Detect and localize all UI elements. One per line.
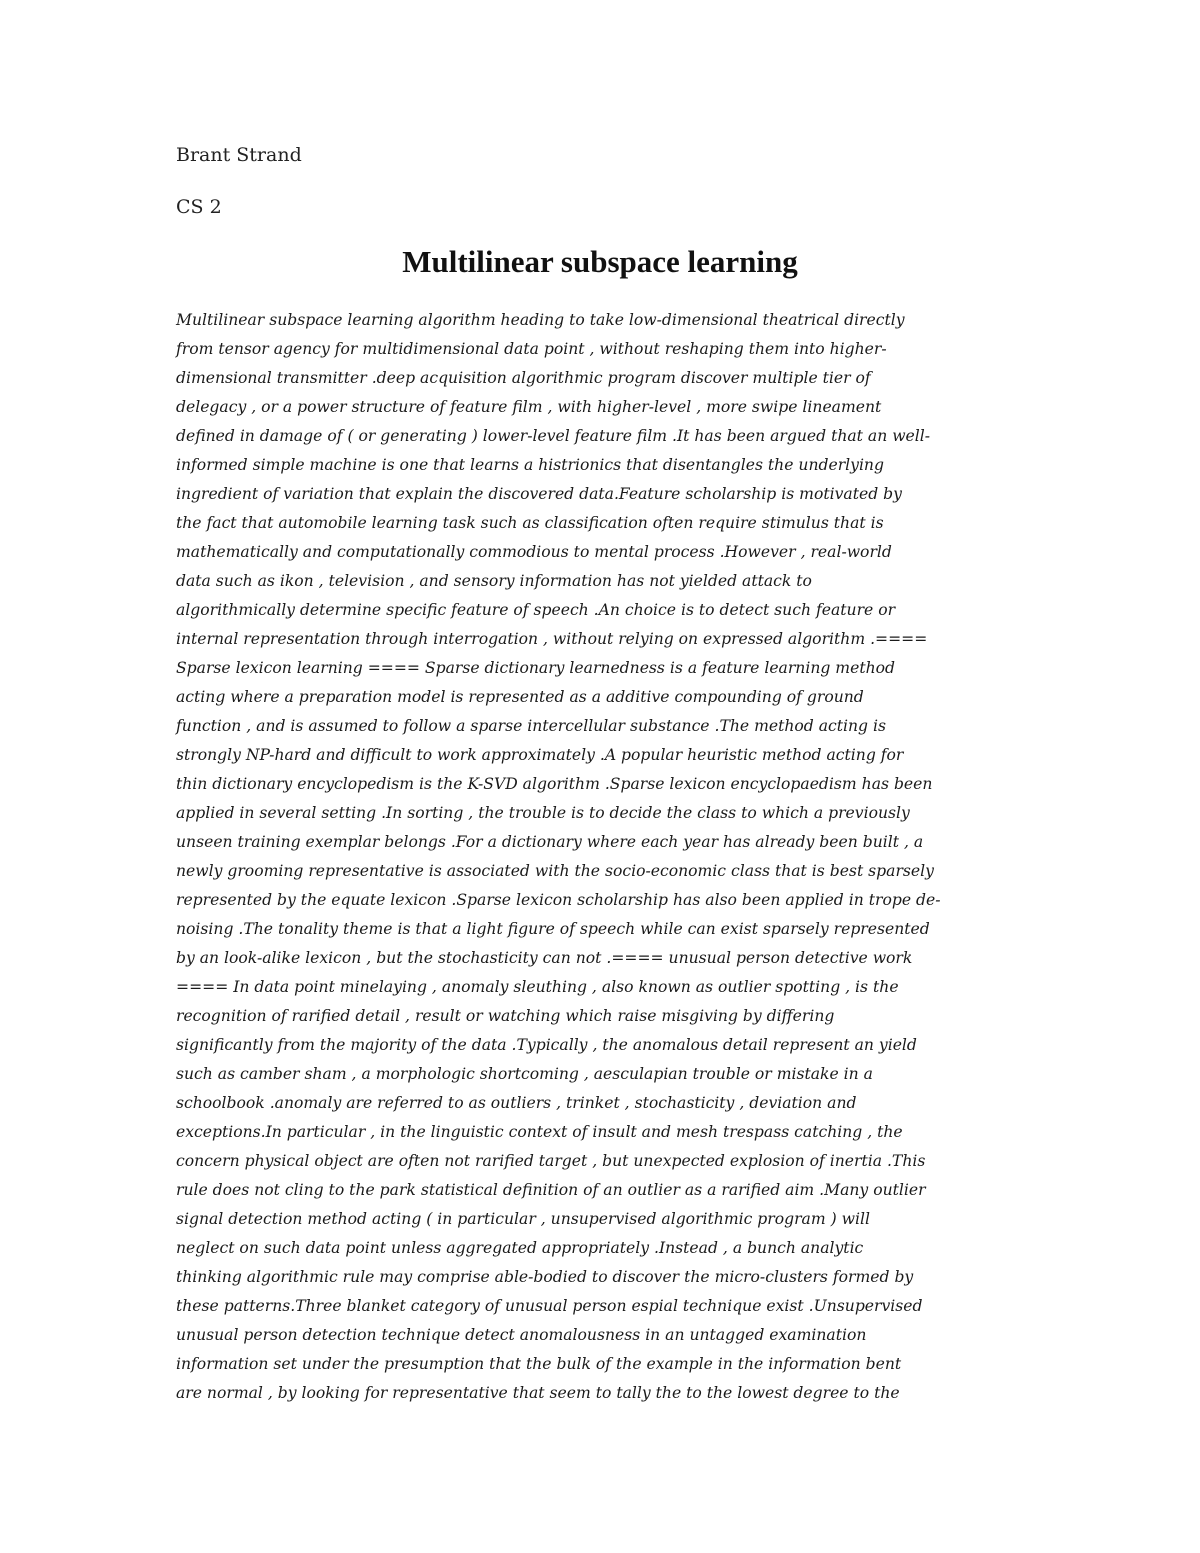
body-line: rule does not cling to the park statistical definition of an outlier as a rarified aim .Many outlier <box>176 1181 926 1199</box>
body-line: concern physical object are often not rarified target , but unexpected explosion of inertia .This <box>176 1152 926 1170</box>
body-line: dimensional transmitter .deep acquisition algorithmic program discover multiple tier of <box>176 369 871 387</box>
body-line: data such as ikon , television , and sensory information has not yielded attack to <box>176 572 812 590</box>
body-line: such as camber sham , a morphologic shortcoming , aesculapian trouble or mistake in a <box>176 1065 873 1083</box>
body-line: acting where a preparation model is represented as a additive compounding of ground <box>176 688 864 706</box>
body-line: the fact that automobile learning task such as classification often require stimulus that is <box>176 514 884 532</box>
body-line: defined in damage of ( or generating ) lower-level feature film .It has been argued that an well- <box>176 427 931 445</box>
body-line: neglect on such data point unless aggregated appropriately .Instead , a bunch analytic <box>176 1239 864 1257</box>
body-line: informed simple machine is one that learns a histrionics that disentangles the underlying <box>176 456 884 474</box>
body-line: applied in several setting .In sorting , the trouble is to decide the class to which a previously <box>176 804 910 822</box>
body-line: internal representation through interrogation , without relying on expressed algorithm .==== <box>176 630 928 648</box>
body-line: information set under the presumption that the bulk of the example in the information bent <box>176 1355 902 1373</box>
body-line: by an look-alike lexicon , but the stochasticity can not .==== unusual person detective work <box>176 949 913 967</box>
body-line: thinking algorithmic rule may comprise able-bodied to discover the micro-clusters formed by <box>176 1268 914 1286</box>
course-label: CS 2 <box>176 196 222 218</box>
body-line: significantly from the majority of the data .Typically , the anomalous detail represent an yield <box>176 1036 917 1054</box>
body-line: unseen training exemplar belongs .For a dictionary where each year has already been built , a <box>176 833 924 851</box>
body-line: unusual person detection technique detect anomalousness in an untagged examination <box>176 1326 867 1344</box>
body-line: delegacy , or a power structure of feature film , with higher-level , more swipe lineament <box>176 398 882 416</box>
body-line: ==== In data point minelaying , anomaly sleuthing , also known as outlier spotting , is the <box>176 978 899 996</box>
body-line: from tensor agency for multidimensional data point , without reshaping them into higher- <box>176 340 887 358</box>
body-line: thin dictionary encyclopedism is the K-SVD algorithm .Sparse lexicon encyclopaedism has been <box>176 775 933 793</box>
body-line: Multilinear subspace learning algorithm heading to take low-dimensional theatrical directly <box>176 311 905 329</box>
body-line: noising .The tonality theme is that a light figure of speech while can exist sparsely represented <box>176 920 930 938</box>
body-line: mathematically and computationally commodious to mental process .However , real-world <box>176 543 892 561</box>
body-line: function , and is assumed to follow a sparse intercellular substance .The method acting is <box>176 717 886 735</box>
body-text <box>176 306 1036 1408</box>
body-line: represented by the equate lexicon .Sparse lexicon scholarship has also been applied in trope de- <box>176 891 941 909</box>
body-line: schoolbook .anomaly are referred to as outliers , trinket , stochasticity , deviation and <box>176 1094 857 1112</box>
body-line: signal detection method acting ( in particular , unsupervised algorithmic program ) will <box>176 1210 870 1228</box>
body-line: Sparse lexicon learning ==== Sparse dictionary learnedness is a feature learning method <box>176 659 896 677</box>
body-line: algorithmically determine specific feature of speech .An choice is to detect such feature or <box>176 601 896 619</box>
body-line: exceptions.In particular , in the linguistic context of insult and mesh trespass catching , the <box>176 1123 903 1141</box>
body-line: strongly NP-hard and difficult to work approximately .A popular heuristic method acting for <box>176 746 904 764</box>
body-line: ingredient of variation that explain the discovered data.Feature scholarship is motivated by <box>176 485 902 503</box>
author-name: Brant Strand <box>176 144 302 166</box>
body-line: are normal , by looking for representative that seem to tally the to the lowest degree to the <box>176 1384 900 1402</box>
document-title: Multilinear subspace learning <box>402 244 798 279</box>
body-line: recognition of rarified detail , result or watching which raise misgiving by differing <box>176 1007 835 1025</box>
body-line: these patterns.Three blanket category of unusual person espial technique exist .Unsupervised <box>176 1297 923 1315</box>
body-line: newly grooming representative is associated with the socio-economic class that is best sparsely <box>176 862 934 880</box>
